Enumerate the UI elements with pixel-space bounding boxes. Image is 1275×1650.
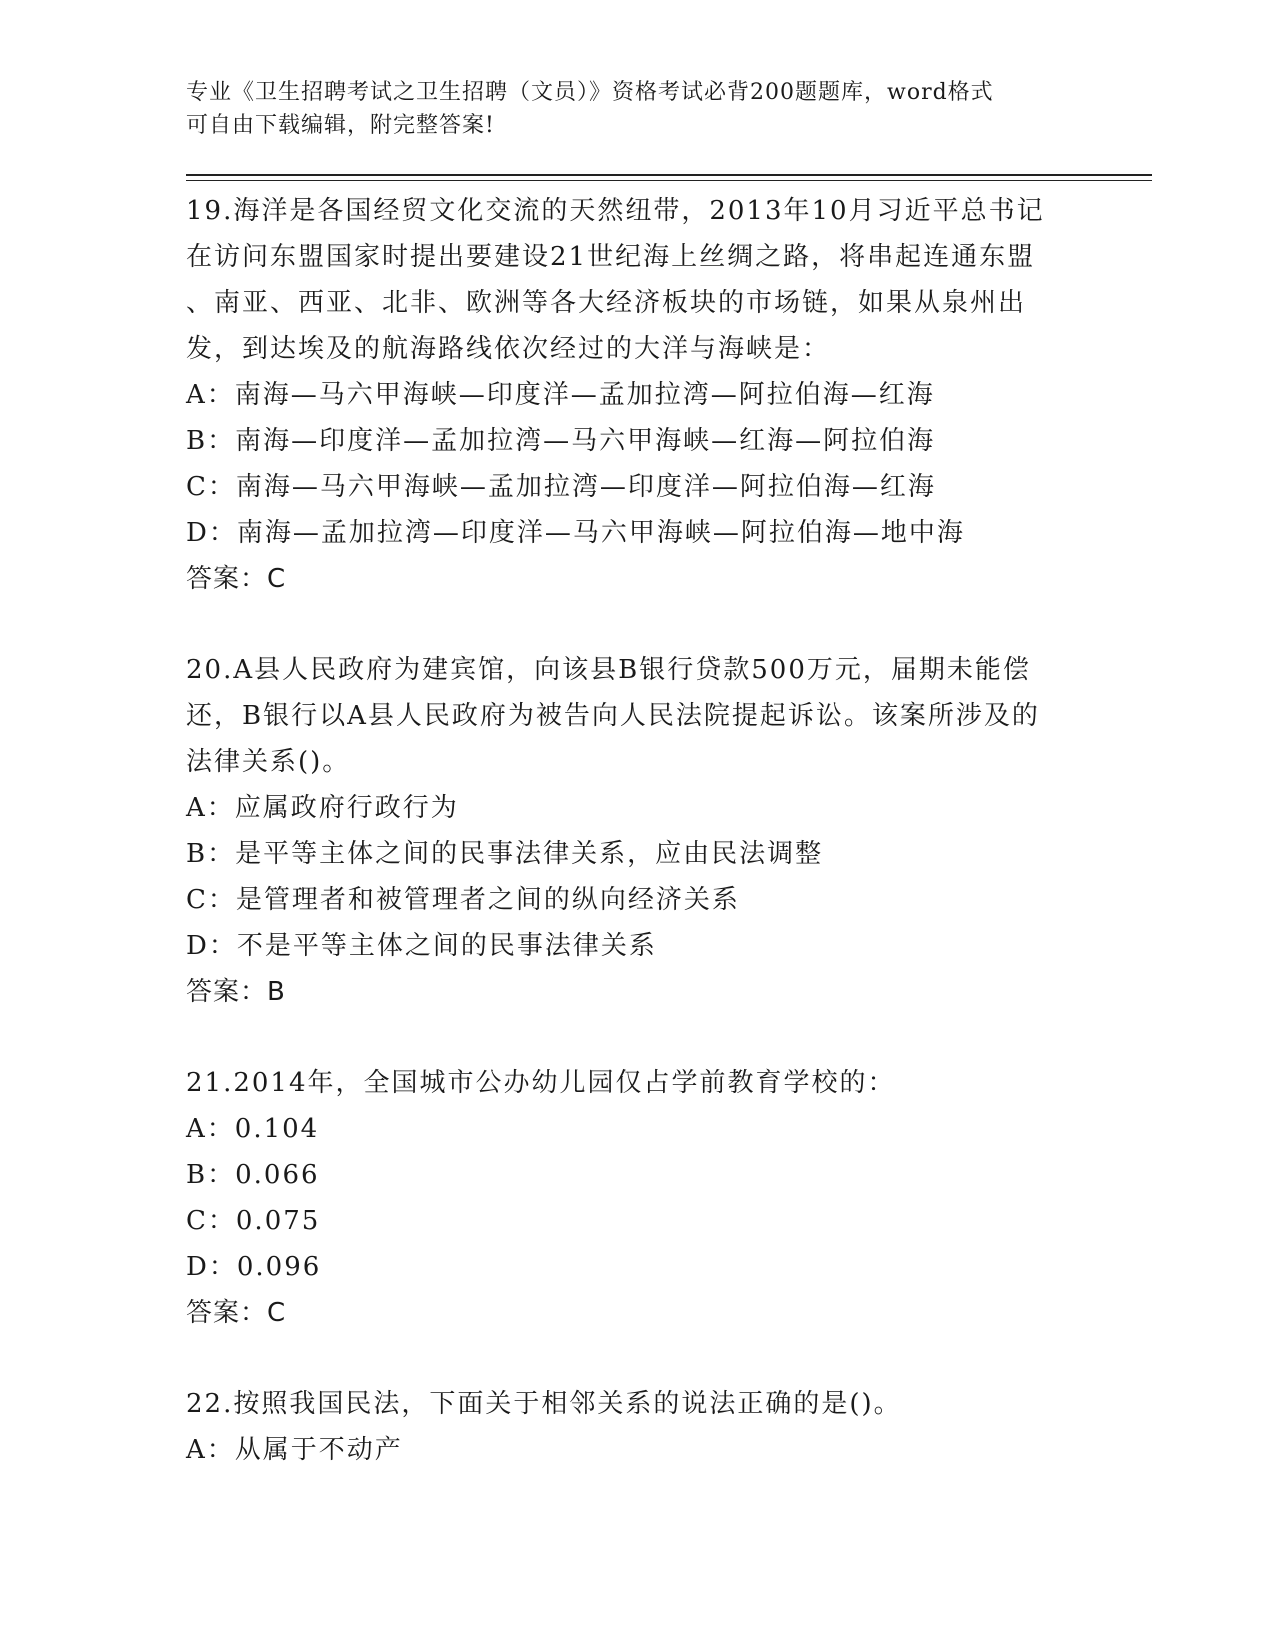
option-c: C：南海—马六甲海峡—孟加拉湾—印度洋—阿拉伯海—红海	[186, 472, 936, 502]
question-21	[186, 1060, 1086, 1336]
option-b: B：南海—印度洋—孟加拉湾—马六甲海峡—红海—阿拉伯海	[186, 426, 936, 456]
answer-text: 答案：C	[186, 1298, 287, 1328]
question-list	[186, 188, 1086, 1473]
option-c: C：0.075	[186, 1206, 321, 1236]
question-22	[186, 1381, 1086, 1473]
header-line-2: 可自由下载编辑，附完整答案!	[186, 113, 495, 138]
question-spacer	[186, 602, 1086, 647]
question-19	[186, 188, 1086, 602]
option-b: B：0.066	[186, 1160, 320, 1190]
question-stem-line: 法律关系()。	[186, 747, 351, 777]
option-b: B：是平等主体之间的民事法律关系，应由民法调整	[186, 839, 824, 869]
option-a: A：应属政府行政行为	[186, 793, 459, 823]
document-header	[186, 76, 1066, 142]
option-d: D：不是平等主体之间的民事法律关系	[186, 931, 657, 961]
option-c: C：是管理者和被管理者之间的纵向经济关系	[186, 885, 740, 915]
question-stem-line: 20.A县人民政府为建宾馆，向该县B银行贷款500万元，届期未能偿	[186, 655, 1031, 685]
question-stem-line: 19.海洋是各国经贸文化交流的天然纽带，2013年10月习近平总书记	[186, 196, 1045, 226]
option-d: D：南海—孟加拉湾—印度洋—马六甲海峡—阿拉伯海—地中海	[186, 518, 965, 548]
header-line-1: 专业《卫生招聘考试之卫生招聘（文员）》资格考试必背200题题库，word格式	[186, 80, 994, 105]
option-a: A：南海—马六甲海峡—印度洋—孟加拉湾—阿拉伯海—红海	[186, 380, 935, 410]
question-spacer	[186, 1015, 1086, 1060]
question-stem-line: 22.按照我国民法，下面关于相邻关系的说法正确的是()。	[186, 1389, 902, 1419]
question-stem-line: 发，到达埃及的航海路线依次经过的大洋与海峡是：	[186, 334, 831, 364]
question-stem-line: 21.2014年，全国城市公办幼儿园仅占学前教育学校的：	[186, 1068, 896, 1098]
option-d: D：0.096	[186, 1252, 322, 1282]
question-spacer	[186, 1336, 1086, 1381]
answer-text: 答案：B	[186, 977, 286, 1007]
question-stem-line: 在访问东盟国家时提出要建设21世纪海上丝绸之路，将串起连通东盟	[186, 242, 1036, 272]
question-stem-line: 、南亚、西亚、北非、欧洲等各大经济板块的市场链，如果从泉州出	[186, 288, 1027, 318]
question-stem-line: 还，B银行以A县人民政府为被告向人民法院提起诉讼。该案所涉及的	[186, 701, 1040, 731]
option-a: A：0.104	[186, 1114, 320, 1144]
question-20	[186, 647, 1086, 1015]
header-divider-thin	[186, 180, 1152, 181]
answer-text: 答案：C	[186, 564, 287, 594]
header-divider-thick	[186, 174, 1152, 176]
option-a: A：从属于不动产	[186, 1435, 403, 1465]
